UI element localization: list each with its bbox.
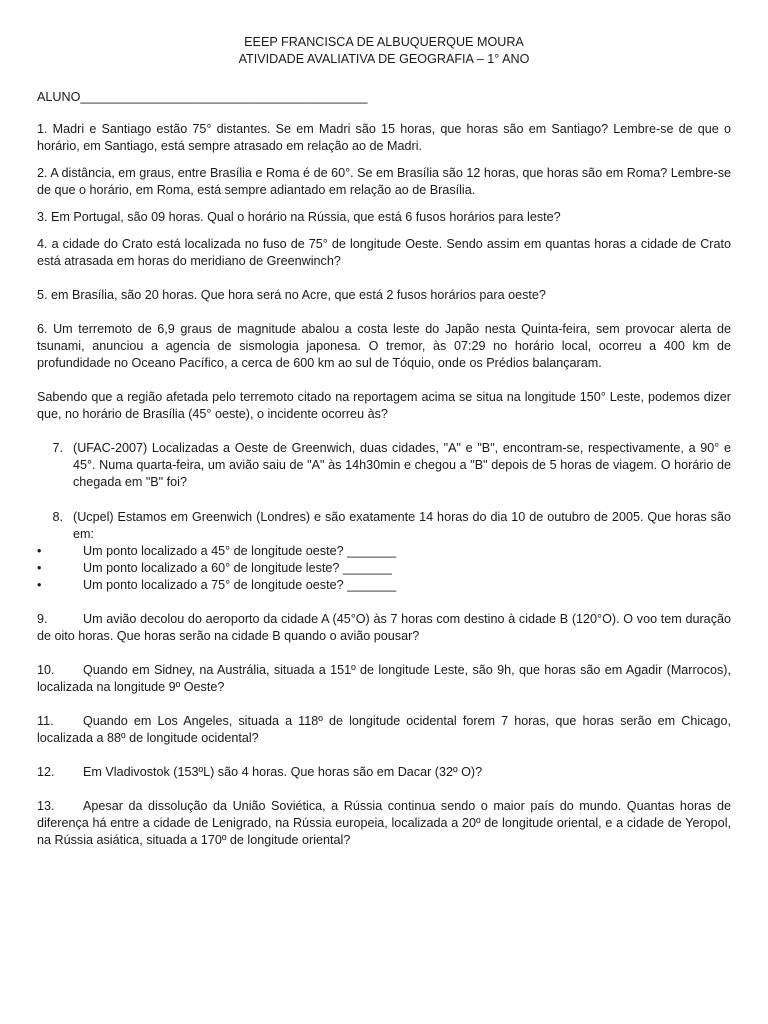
question-6: 6. Um terremoto de 6,9 graus de magnitude abalou a costa leste do Japão nesta Quinta-feira, sem provocar alerta de tsunami, anunciou a agencia de sismologia japonesa. O tremor, às 07:29 no horário local, ocorreu a 400 km de profundidade no Oceano Pacífico, a cerca de 600 km ao sul de Tóquio, onde os Prédios balançaram. — [37, 322, 731, 370]
activity-title: ATIVIDADE AVALIATIVA DE GEOGRAFIA – 1° ANO — [238, 52, 530, 66]
question-13-number: 13. — [37, 799, 55, 813]
question-12-text: Em Vladivostok (153ºL) são 4 horas. Que horas são em Dacar (32º O)? — [83, 765, 483, 779]
question-10-text: Quando em Sidney, na Austrália, situada a 151º de longitude Leste, são 9h, que horas são em Agadir (Marrocos), localizada na longitude 9º Oeste? — [37, 663, 731, 694]
question-8 — [37, 509, 731, 543]
question-1: 1. Madri e Santiago estão 75° distantes. Se em Madri são 15 horas, que horas são em Santiago? Lembre-se de que o horário, em Santiago, está sempre atrasado em relação ao de Madri. — [37, 122, 731, 153]
question-12 — [37, 764, 731, 781]
question-8-number: 8. — [52, 510, 63, 524]
question-7-text: (UFAC-2007) Localizadas a Oeste de Greenwich, duas cidades, "A" e "B", encontram-se, respectivamente, a 90° e 45°. Numa quarta-feira, um avião saiu de "A" às 14h30min e chegou a "B" depois de 5 horas de viagem. O horário de chegada em "B" foi? — [73, 441, 731, 489]
list-item — [37, 560, 731, 577]
question-3: 3. Em Portugal, são 09 horas. Qual o horário na Rússia, que está 6 fusos horários para leste? — [37, 210, 561, 224]
question-11 — [37, 713, 731, 747]
question-2: 2. A distância, em graus, entre Brasília e Roma é de 60°. Se em Brasília são 12 horas, que horas são em Roma? Lembre-se de que o horário, em Roma, está sempre adiantado em relação ao de Brasília. — [37, 166, 731, 197]
school-name: EEEP FRANCISCA DE ALBUQUERQUE MOURA — [244, 35, 524, 49]
bullet: • — [37, 544, 42, 558]
question-9 — [37, 611, 731, 645]
worksheet-page — [37, 34, 731, 859]
list-item-text: Um ponto localizado a 60° de longitude leste? _______ — [83, 561, 392, 575]
question-7 — [37, 440, 731, 491]
question-13 — [37, 798, 731, 849]
question-13-text: Apesar da dissolução da União Soviética, a Rússia continua sendo o maior país do mundo. Quantas horas de diferença há entre a cidade de Lenigrado, na Rússia europeia, localizada a 20º de longitude oriental, e a cidade de Yeropol, na Rússia asiática, situada a 170º de longitude oriental? — [37, 799, 731, 847]
list-item-text: Um ponto localizado a 75° de longitude oeste? _______ — [83, 578, 397, 592]
list-item — [37, 543, 731, 560]
student-name-line: ALUNO_________________________________________ — [37, 90, 368, 104]
list-item — [37, 577, 731, 594]
list-item-text: Um ponto localizado a 45° de longitude oeste? _______ — [83, 544, 397, 558]
question-9-text: Um avião decolou do aeroporto da cidade A (45°O) às 7 horas com destino à cidade B (120°O). O voo tem duração de oito horas. Que horas serão na cidade B quando o avião pousar? — [37, 612, 731, 643]
question-10-number: 10. — [37, 663, 55, 677]
question-5: 5. em Brasília, são 20 horas. Que hora será no Acre, que está 2 fusos horários para oeste? — [37, 288, 546, 302]
question-9-number: 9. — [37, 612, 48, 626]
question-4: 4. a cidade do Crato está localizada no fuso de 75° de longitude Oeste. Sendo assim em quantas horas a cidade de Crato está atrasada em horas do meridiano de Greenwinch? — [37, 237, 731, 268]
question-11-text: Quando em Los Angeles, situada a 118º de longitude ocidental forem 7 horas, que horas serão em Chicago, localizada a 88º de longitude ocidental? — [37, 714, 731, 745]
question-12-number: 12. — [37, 765, 55, 779]
question-6-followup: Sabendo que a região afetada pelo terremoto citado na reportagem acima se situa na longitude 150° Leste, podemos dizer que, no horário de Brasília (45° oeste), o incidente ocorreu às? — [37, 390, 731, 421]
question-10 — [37, 662, 731, 696]
question-7-number: 7. — [52, 441, 63, 455]
question-11-number: 11. — [37, 714, 54, 728]
bullet: • — [37, 561, 42, 575]
bullet: • — [37, 578, 42, 592]
question-8-list — [37, 543, 731, 594]
question-8-text: (Ucpel) Estamos em Greenwich (Londres) e são exatamente 14 horas do dia 10 de outubro de 2005. Que horas são em: — [73, 510, 731, 541]
